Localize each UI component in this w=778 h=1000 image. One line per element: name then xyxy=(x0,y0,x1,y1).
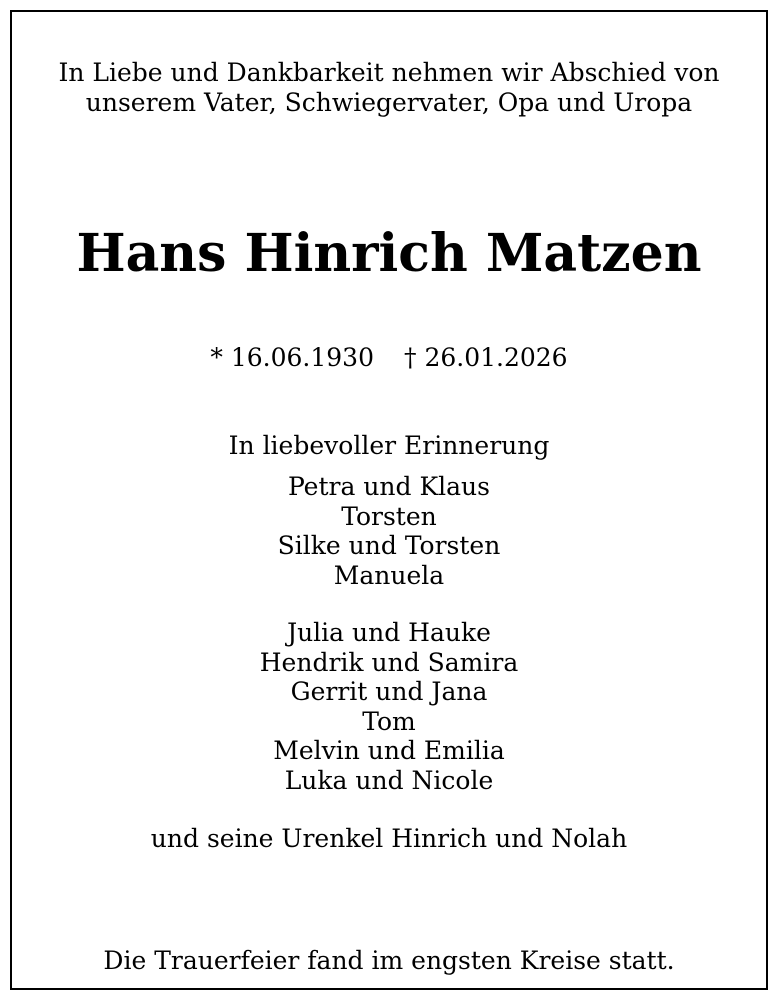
list-item: Gerrit und Jana xyxy=(290,677,488,706)
list-item: Hendrik und Samira xyxy=(259,647,519,677)
list-item: Luka und Nicole xyxy=(284,765,494,795)
intro-line: unserem Vater, Schwiegervater, Opa und Uropa xyxy=(85,88,693,117)
children-list xyxy=(12,472,766,590)
list-item: Manuela xyxy=(333,560,445,590)
obituary-notice xyxy=(10,10,768,990)
intro-line: In Liebe und Dankbarkeit nehmen wir Abschied von xyxy=(58,58,720,87)
list-item: Julia und Hauke xyxy=(287,618,491,647)
deceased-name: Hans Hinrich Matzen xyxy=(76,223,702,284)
list-item: Melvin und Emilia xyxy=(273,736,505,765)
death-date: † 26.01.2026 xyxy=(404,343,568,372)
list-item: Silke und Torsten xyxy=(277,531,501,560)
intro-text xyxy=(12,58,766,118)
list-item: Tom xyxy=(362,706,416,736)
grandchildren-list xyxy=(12,618,766,795)
remembrance-line: In liebevoller Erinnerung xyxy=(228,431,550,460)
birth-date: * 16.06.1930 xyxy=(210,343,374,372)
list-item: Petra und Klaus xyxy=(287,472,490,501)
great-grandchildren-line: und seine Urenkel Hinrich und Nolah xyxy=(150,824,628,853)
life-dates xyxy=(12,343,766,373)
list-item: Torsten xyxy=(341,501,437,531)
service-note: Die Trauerfeier fand im engsten Kreise statt. xyxy=(103,946,675,975)
